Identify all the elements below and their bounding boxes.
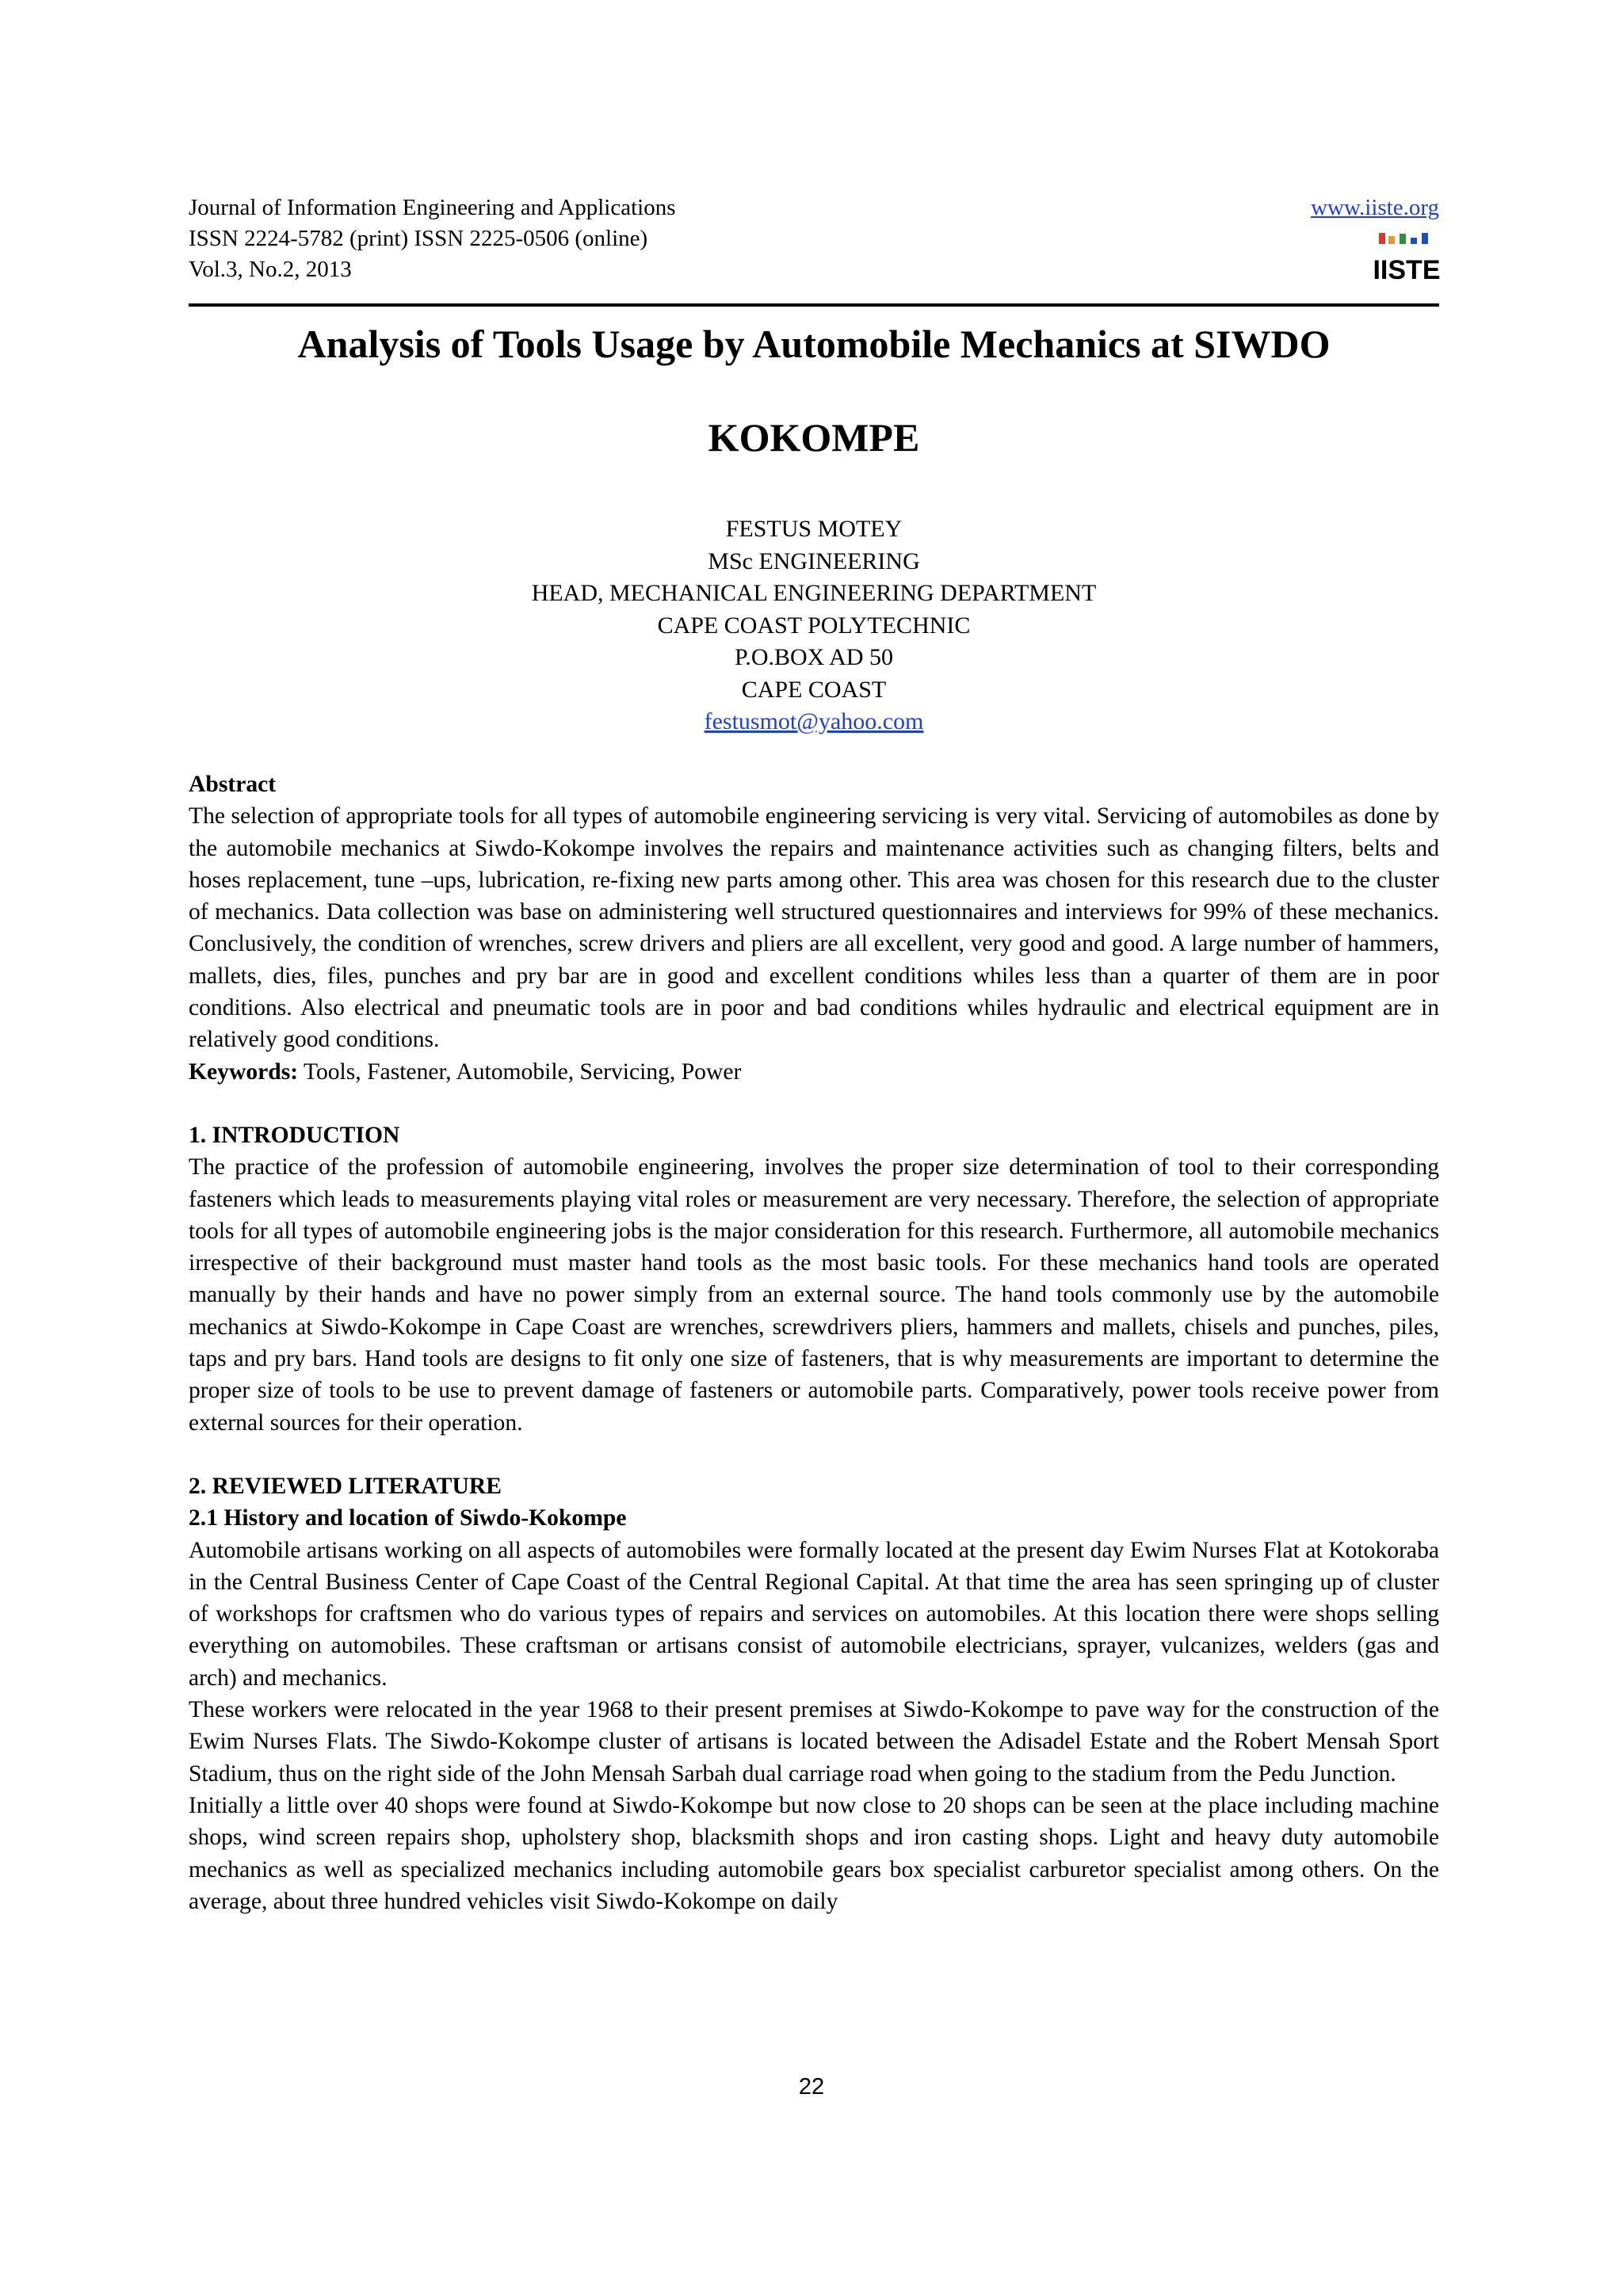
journal-name: Journal of Information Engineering and Applications <box>189 195 676 220</box>
author-box: P.O.BOX AD 50 <box>734 644 894 670</box>
iiste-logo-icon <box>1373 231 1441 285</box>
journal-volume: Vol.3, No.2, 2013 <box>189 257 352 282</box>
literature-subheading: 2.1 History and location of Siwdo-Kokompe <box>189 1505 627 1531</box>
abstract-heading: Abstract <box>189 772 277 797</box>
keywords-label: Keywords: <box>189 1058 299 1085</box>
page-number: 22 <box>798 2074 825 2100</box>
abstract-text: The selection of appropriate tools for all types of automobile engineering servicing is very vital. Servicing of automobiles as done by the automobile mechanics at Siwdo-Kokompe involves the repairs and maintenance activities such as changing filters, belts and hoses replacement, tune –ups, lubrication, re-fixing new parts among other. This area was chosen for this research due to the cluster of mechanics. Data collection was base on administering well structured questionnaires and interviews for 99% of these mechanics. Conclusively, the condition of wrenches, screw drivers and pliers are all excellent, very good and good. A large number of hammers, mallets, dies, files, punches and pry bar are in good and excellent conditions whiles less than a quarter of them are in poor conditions. Also electrical and pneumatic tools are in poor and bad conditions whiles hydraulic and electrical equipment are in relatively good conditions. <box>189 803 1439 1053</box>
introduction-text: The practice of the profession of automobile engineering, involves the proper size determination of tool to their corresponding fasteners which leads to measurements playing vital roles or measurement are very necessary. Therefore, the selection of appropriate tools for all types of automobile engineering jobs is the major consideration for this research. Furthermore, all automobile mechanics irrespective of their background must master hand tools as the most basic tools. For these mechanics hand tools are operated manually by their hands and have no power simply from an external source. The hand tools commonly use by the automobile mechanics at Siwdo-Kokompe in Cape Coast are wrenches, screwdrivers pliers, hammers and mallets, chisels and punches, piles, taps and pry bars. Hand tools are designs to fit only one size of fasteners, that is why measurements are important to determine the proper size of tools to be use to prevent damage of fasteners or automobile parts. Comparatively, power tools receive power from external sources for their operation. <box>189 1154 1439 1436</box>
introduction-heading: 1. INTRODUCTION <box>189 1122 400 1148</box>
author-block <box>189 513 1439 738</box>
literature-heading: 2. REVIEWED LITERATURE <box>189 1473 502 1499</box>
author-city: CAPE COAST <box>741 676 887 703</box>
journal-url-link[interactable]: www.iiste.org <box>1311 195 1439 220</box>
author-email-link[interactable]: festusmot@yahoo.com <box>704 708 924 734</box>
header-rule <box>189 303 1439 307</box>
author-name: FESTUS MOTEY <box>725 516 903 542</box>
author-institution: CAPE COAST POLYTECHNIC <box>657 612 971 639</box>
paper-body <box>189 769 1439 1917</box>
paper-title-line-2: KOKOMPE <box>708 415 920 460</box>
literature-paragraph-1: Automobile artisans working on all aspects of automobiles were formally located at the present day Ewim Nurses Flat at Kotokoraba in the Central Business Center of Cape Coast of the Central Regional Capital. At that time the area has seen springing up of cluster of workshops for craftsmen who do various types of repairs and services on automobiles. At this location there were shops selling everything on automobiles. These craftsman or artisans consist of automobile electricians, sprayer, vulcanizes, welders (gas and arch) and mechanics. <box>189 1537 1439 1691</box>
literature-paragraph-3: Initially a little over 40 shops were found at Siwdo-Kokompe but now close to 20 shops can be seen at the place including machine shops, wind screen repairs shop, upholstery shop, blacksmith shops and iron casting shops. Light and heavy duty automobile mechanics as well as specialized mechanics including automobile gears box specialist carburetor specialist among others. On the average, about three hundred vehicles visit Siwdo-Kokompe on daily <box>189 1792 1439 1914</box>
journal-header <box>189 193 1439 294</box>
literature-paragraph-2: These workers were relocated in the year 1968 to their present premises at Siwdo-Kokompe to pave way for the construction of the Ewim Nurses Flats. The Siwdo-Kokompe cluster of artisans is located between the Adisadel Estate and the Robert Mensah Sport Stadium, thus on the right side of the John Mensah Sarbah dual carriage road when going to the stadium from the Pedu Junction. <box>189 1697 1439 1787</box>
keywords-list: Tools, Fastener, Automobile, Servicing, Power <box>298 1058 742 1085</box>
author-position: HEAD, MECHANICAL ENGINEERING DEPARTMENT <box>531 580 1097 606</box>
svg-text:IISTE: IISTE <box>1373 255 1441 285</box>
journal-issn: ISSN 2224-5782 (print) ISSN 2225-0506 (online) <box>189 226 648 251</box>
paper-title-line-1: Analysis of Tools Usage by Automobile Mechanics at SIWDO <box>297 322 1331 366</box>
author-degree: MSc ENGINEERING <box>708 547 920 574</box>
journal-info <box>189 193 676 285</box>
keywords-line <box>189 1056 1439 1088</box>
